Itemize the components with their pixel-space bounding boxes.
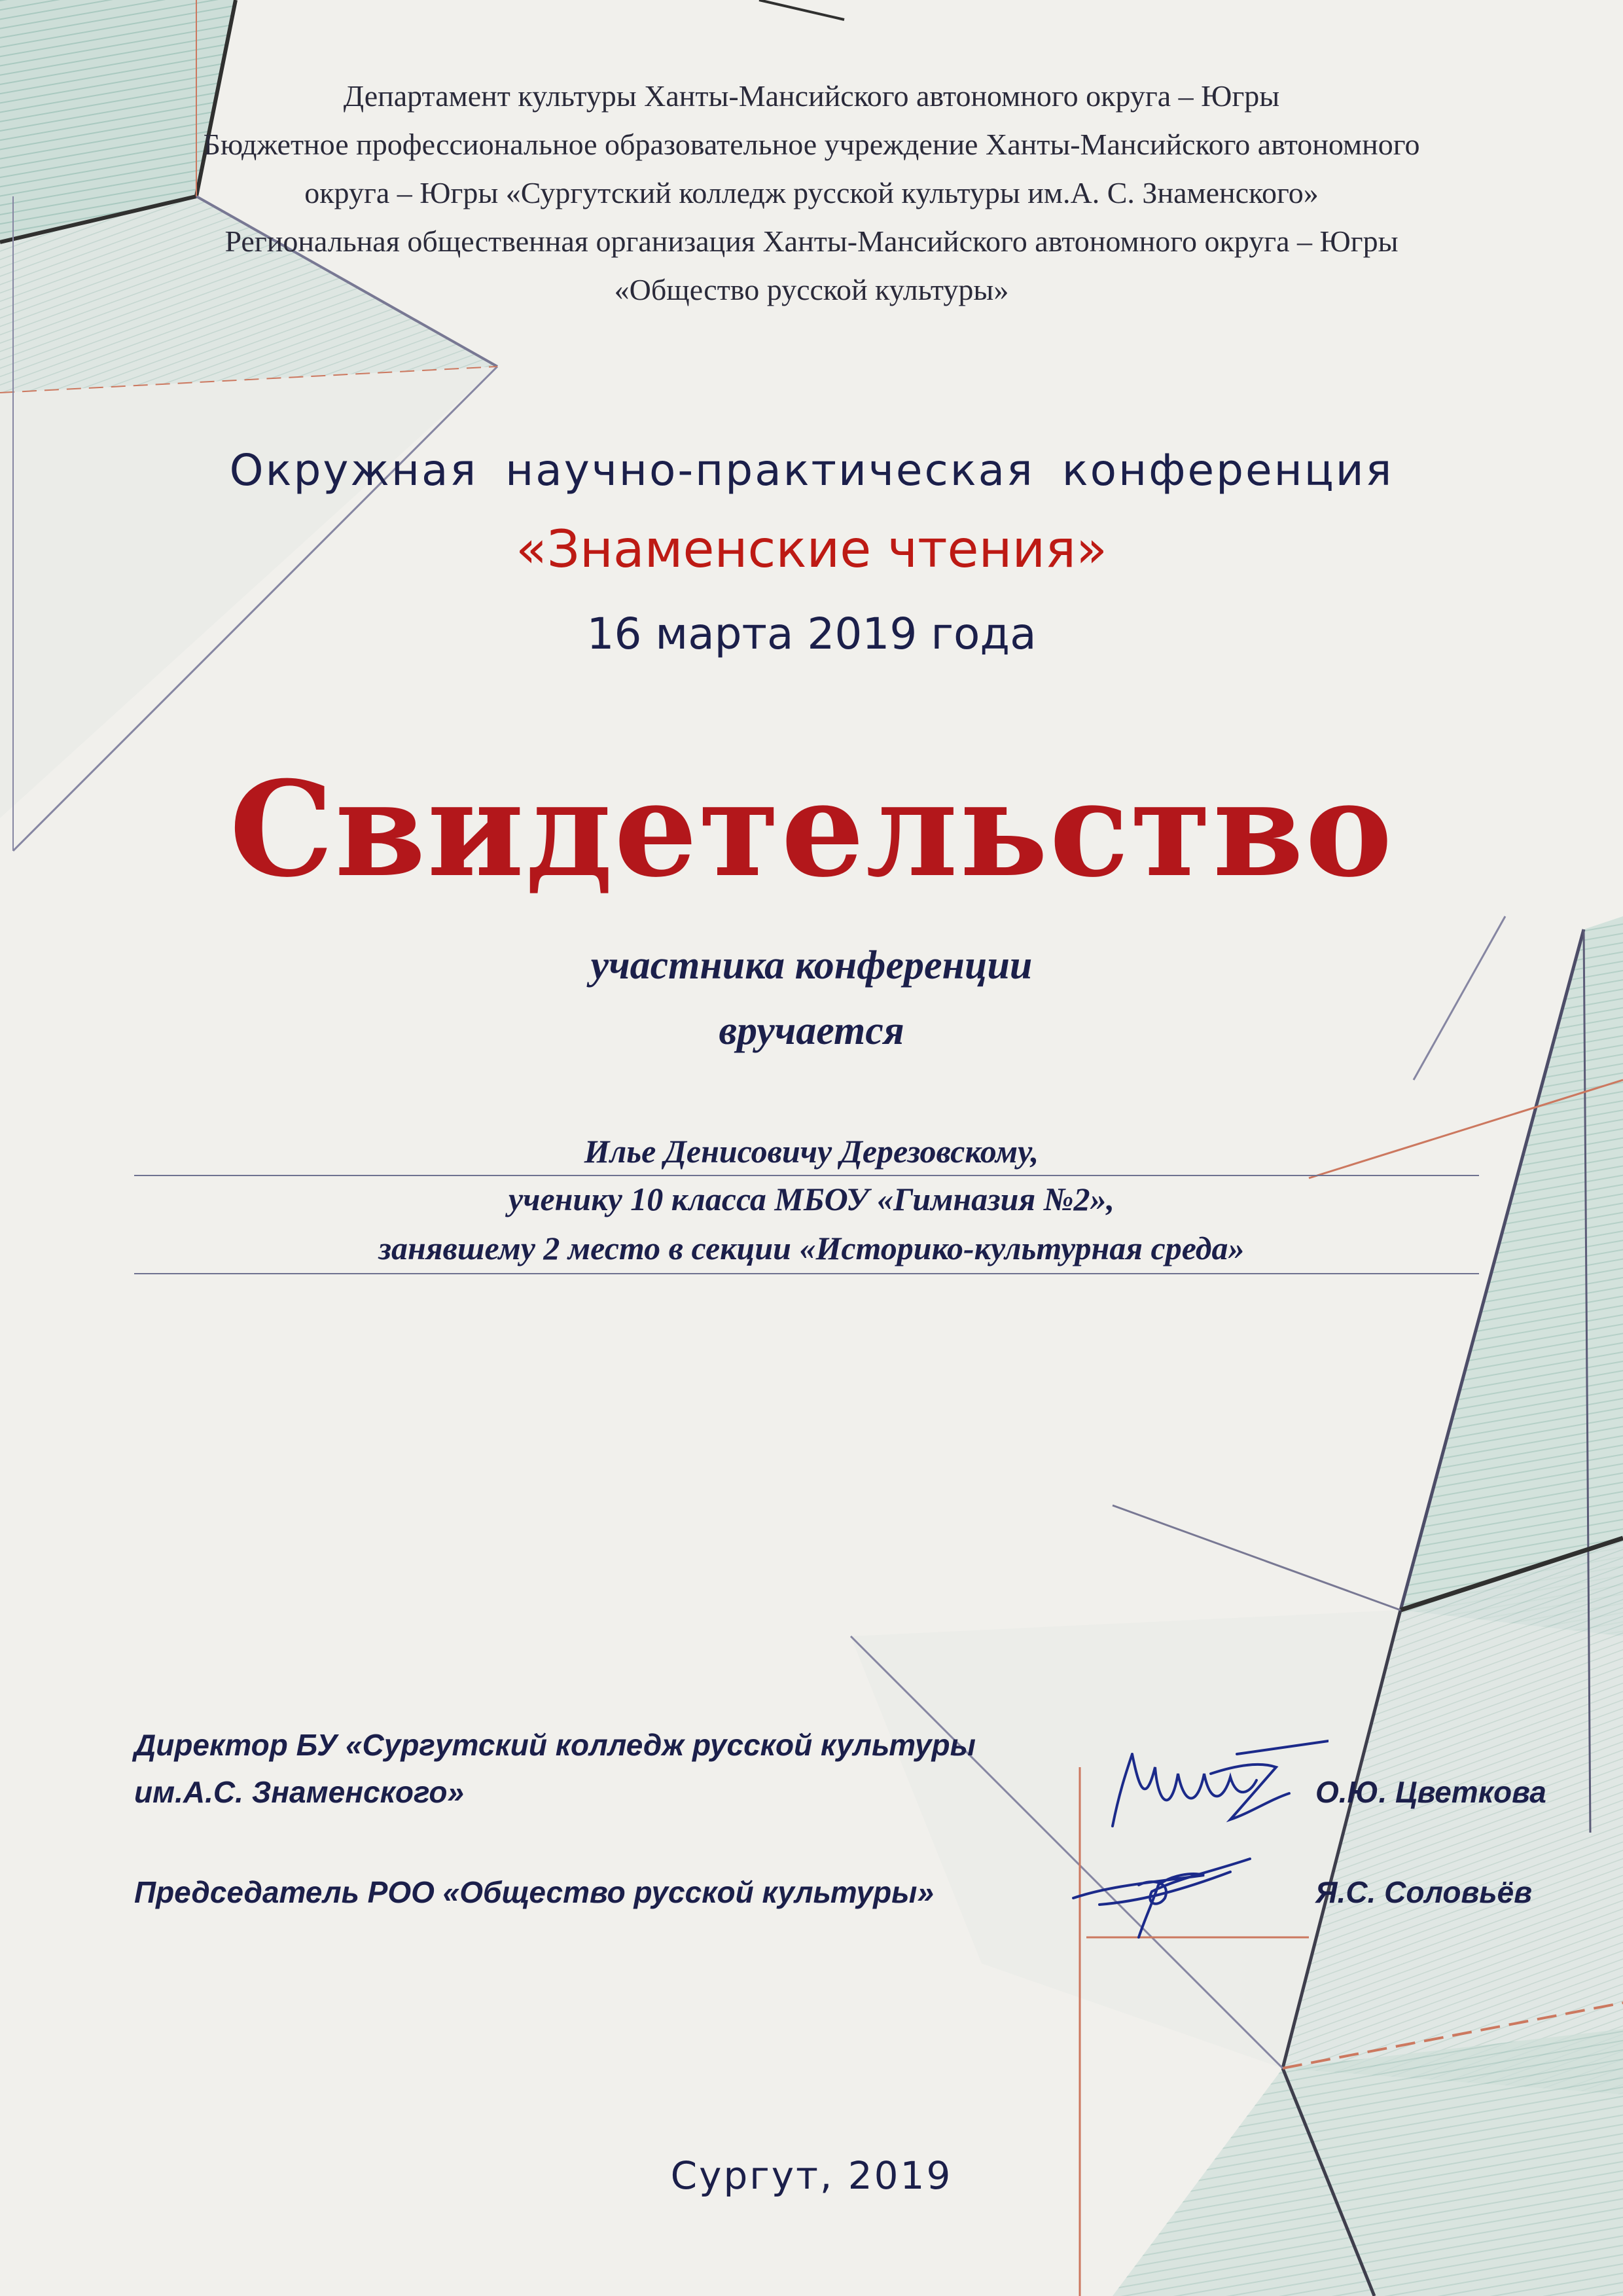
conference-date: 16 марта 2019 года [586,609,1037,659]
chairman-signature [1060,1846,1270,1950]
header-line-2: Бюджетное профессиональное образовательное учреждение Ханты-Мансийского автономного [203,128,1420,161]
header-line-1: Департамент культуры Ханты-Мансийского автономного округа – Югры [343,79,1280,113]
certificate-title: Свидетельство [229,753,1394,906]
issuing-organizations [0,72,1623,314]
director-position [134,1721,976,1816]
recipient-achievement: занявшему 2 место в секции «Историко-культурная среда» [378,1230,1245,1266]
city-year: Сургут, 2019 [670,2153,953,2198]
recipient-name: Илье Денисовичу Дерезовскому, [584,1133,1039,1170]
director-name: О.Ю. Цветкова [1315,1775,1546,1809]
chairman-position: Председатель РОО «Общество русской культуры» [134,1875,935,1909]
certificate-subtitle-2: вручается [719,1009,904,1053]
director-signature [1093,1728,1329,1846]
conference-title: Окружная научно-практическая конференция [229,445,1394,495]
director-position-line-2: им.А.С. Знаменского» [134,1775,465,1809]
certificate-subtitle-1: участника конференции [590,943,1033,988]
chairman-name: Я.С. Соловьёв [1315,1875,1532,1909]
header-line-3: округа – Югры «Сургутский колледж русской культуры им.А. С. Знаменского» [304,176,1319,209]
divider-line [134,1175,1479,1176]
divider-line [134,1273,1479,1274]
conference-name: «Знаменские чтения» [516,520,1107,579]
director-position-line-1: Директор БУ «Сургутский колледж русской культуры [134,1728,976,1762]
header-line-4: Региональная общественная организация Ханты-Мансийского автономного округа – Югры [224,224,1399,258]
header-line-5: «Общество русской культуры» [614,273,1009,306]
recipient-school: ученику 10 класса МБОУ «Гимназия №2», [508,1181,1115,1217]
